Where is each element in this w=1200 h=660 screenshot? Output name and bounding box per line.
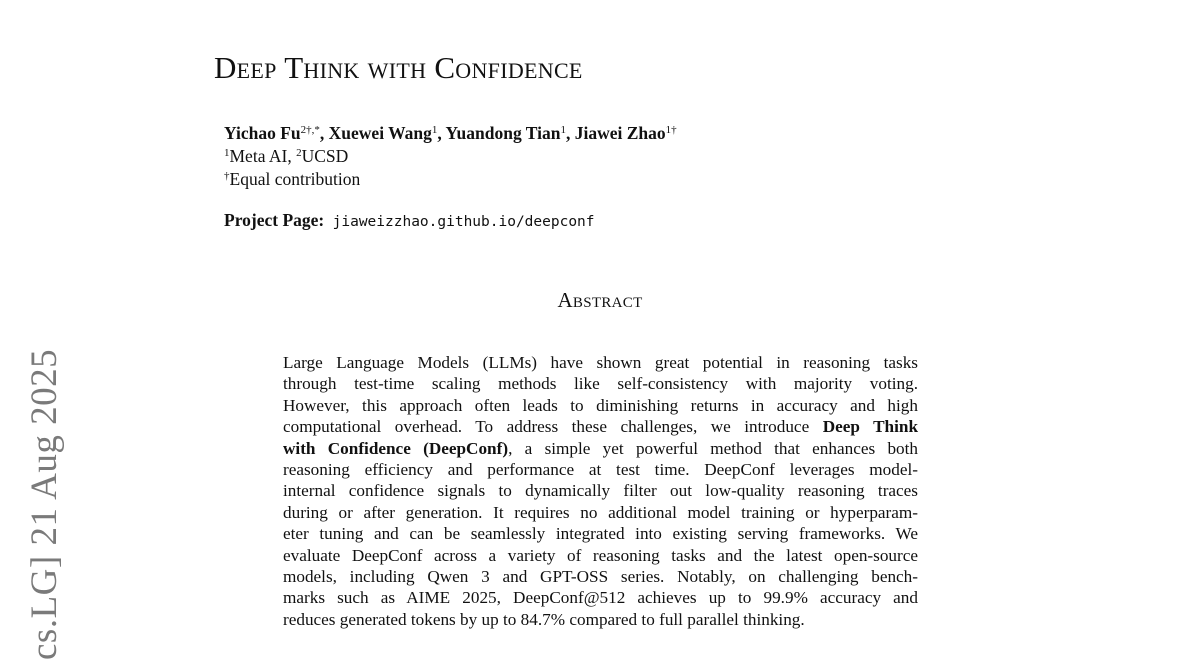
abstract-line: reasoning efficiency and performance at test time. DeepConf leverages model- bbox=[283, 459, 918, 479]
abstract-line: reduces generated tokens by up to 84.7% compared to full parallel thinking. bbox=[283, 609, 805, 629]
affiliation-mark: 2 bbox=[296, 147, 302, 159]
abstract-line: models, including Qwen 3 and GPT-OSS series. Notably, on challenging bench- bbox=[283, 566, 918, 586]
project-page-url[interactable]: jiaweizzhao.github.io/deepconf bbox=[332, 214, 595, 230]
affiliation-text: UCSD bbox=[301, 146, 349, 166]
author bbox=[575, 123, 677, 143]
author-name: Xuewei Wang bbox=[328, 123, 432, 143]
arxiv-sidebar-stamp: cs.LG] 21 Aug 2025 bbox=[24, 348, 65, 660]
abstract-line: However, this approach often leads to diminishing returns in accuracy and high bbox=[283, 395, 918, 415]
author bbox=[329, 123, 438, 143]
abstract-line: eter tuning and can be seamlessly integrated into existing serving frameworks. We bbox=[283, 524, 918, 544]
abstract-body bbox=[283, 352, 918, 630]
abstract-line bbox=[283, 438, 918, 459]
author-mark: 2†,* bbox=[300, 124, 320, 136]
abstract-line: internal confidence signals to dynamically filter out low-quality reasoning traces bbox=[283, 481, 918, 501]
project-page-label: Project Page: bbox=[224, 210, 325, 230]
abstract-line: Large Language Models (LLMs) have shown great potential in reasoning tasks bbox=[283, 353, 918, 372]
abstract-line: during or after generation. It requires no additional model training or hyperparam- bbox=[283, 502, 918, 522]
author-separator: , bbox=[565, 123, 575, 143]
abstract-text: , a simple yet powerful method that enhances both bbox=[508, 438, 918, 458]
abstract-text: computational overhead. To address these challenges, we introduce bbox=[283, 417, 823, 437]
note-mark: † bbox=[224, 170, 230, 182]
paper-title: Deep Think with Confidence bbox=[214, 50, 583, 85]
abstract-line: through test-time scaling methods like self-consistency with majority voting. bbox=[283, 374, 918, 394]
affiliation-mark: 1 bbox=[224, 147, 230, 159]
author bbox=[446, 123, 566, 143]
author-name: Jiawei Zhao bbox=[574, 123, 666, 143]
author-mark: 1 bbox=[431, 124, 438, 136]
affiliation-line bbox=[224, 145, 677, 168]
method-name-bold: with Confidence (DeepConf) bbox=[283, 438, 509, 458]
author-mark: 1 bbox=[560, 124, 566, 136]
abstract-heading: Abstract bbox=[557, 288, 643, 312]
author-block bbox=[224, 122, 677, 191]
project-page-line bbox=[224, 210, 595, 231]
author-name: Yichao Fu bbox=[224, 123, 301, 143]
abstract-line: evaluate DeepConf across a variety of reasoning tasks and the latest open-source bbox=[283, 545, 918, 565]
author-list bbox=[224, 122, 677, 145]
author-separator: , bbox=[319, 123, 329, 143]
author-separator: , bbox=[437, 123, 446, 143]
author-name: Yuandong Tian bbox=[445, 123, 561, 143]
abstract-line bbox=[283, 416, 918, 437]
equal-contribution-note bbox=[224, 168, 677, 191]
method-name-bold: Deep Think bbox=[822, 417, 919, 437]
note-text: Equal contribution bbox=[229, 169, 361, 189]
author bbox=[224, 123, 320, 143]
abstract-line: marks such as AIME 2025, DeepConf@512 achieves up to 99.9% accuracy and bbox=[283, 588, 918, 608]
affiliation-text: Meta AI, bbox=[229, 146, 297, 166]
author-mark: 1† bbox=[665, 124, 677, 136]
